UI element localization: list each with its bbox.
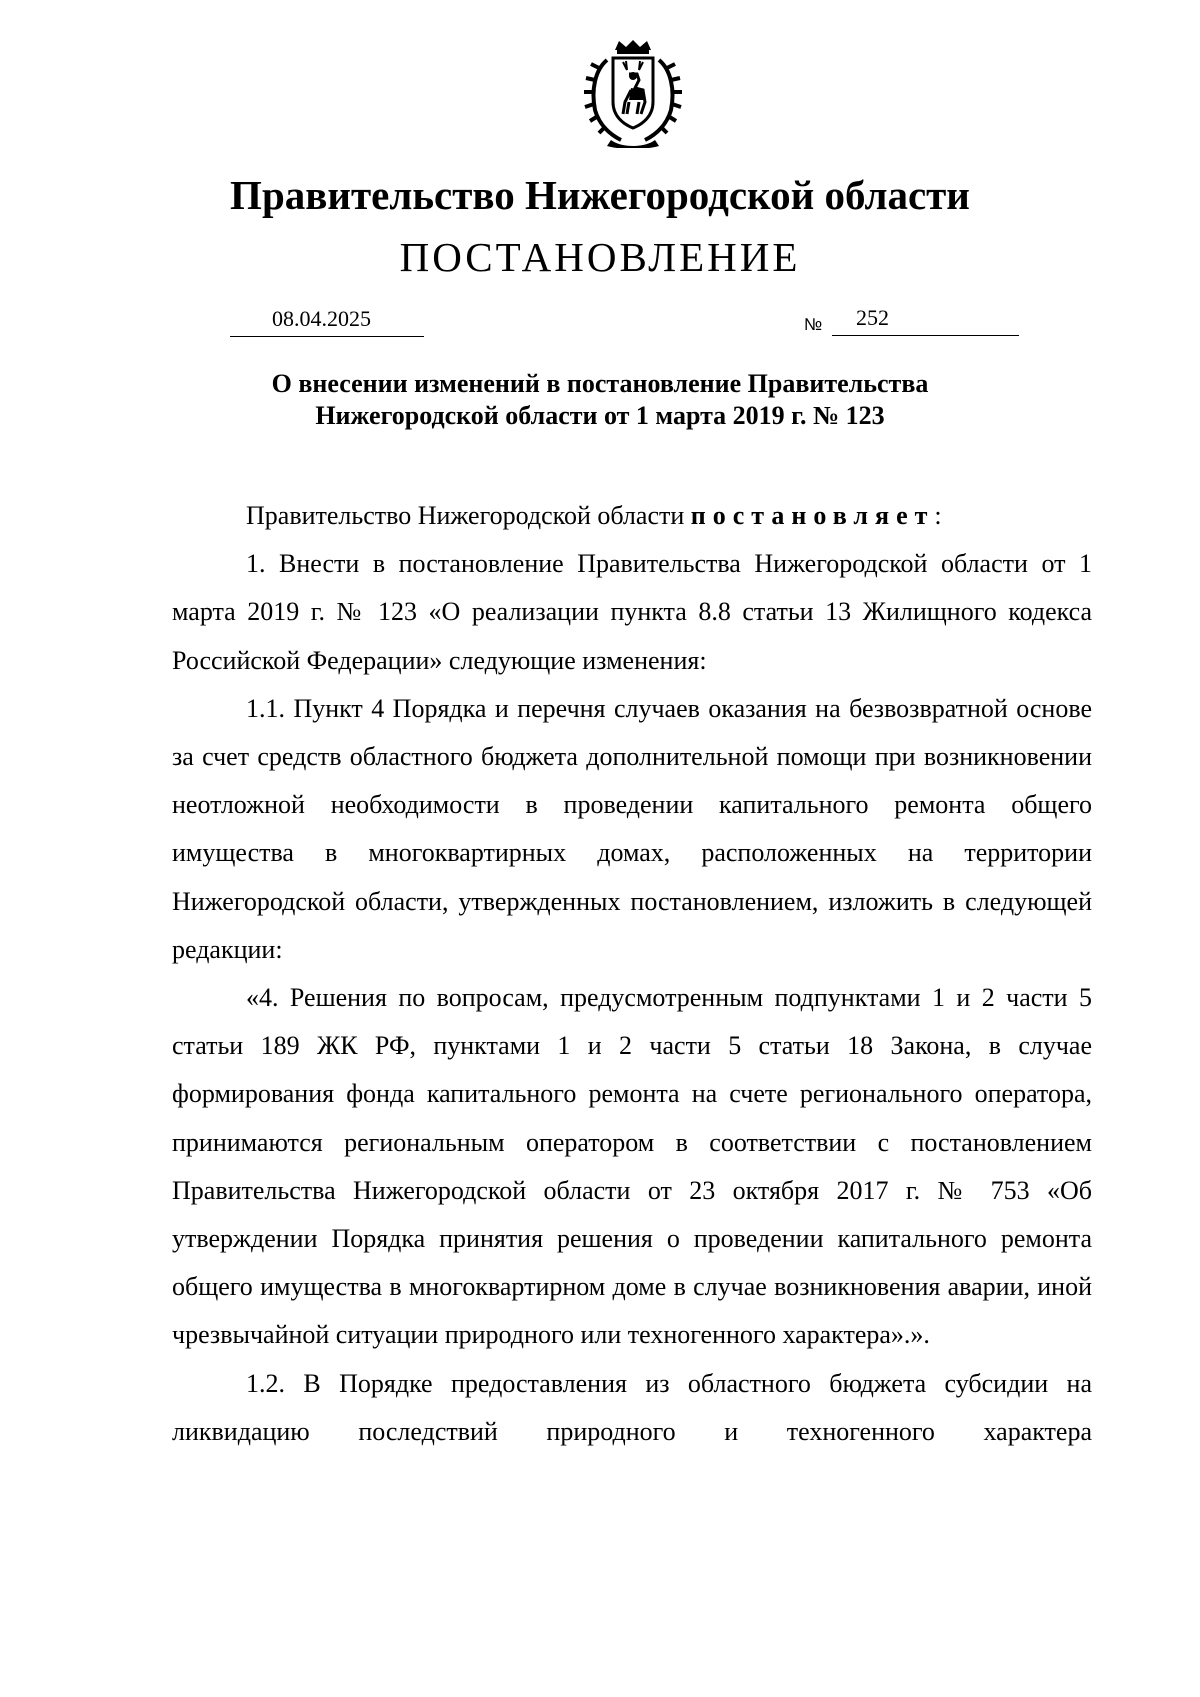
paragraph-1-1: 1.1. Пункт 4 Порядка и перечня случаев оказания на безвозвратной основе за счет средств областного бюджета дополнительной помощи при возникновении неотложной необходимости в проведении капитального ремонта общего имущества в многоквартирных домах, расположенных на территории Нижегородской области, утвержденных постановлением, изложить в следующей редакции:: [172, 693, 1092, 964]
paragraph-1: 1. Внести в постановление Правительства Нижегородской области от 1 марта 2019 г. № 123 «О реализации пункта 8.8 статьи 13 Жилищного кодекса Российской Федерации» следующие изменения:: [172, 549, 1092, 675]
document-date-field: [230, 306, 424, 337]
subject-line-2: Нижегородской области от 1 марта 2019 г. № 123: [315, 401, 885, 430]
document-body: [172, 492, 1092, 1456]
document-date: 08.04.2025: [272, 306, 371, 331]
paragraph-quote: «4. Решения по вопросам, предусмотренным подпунктами 1 и 2 части 5 статьи 189 ЖК РФ, пунктами 1 и 2 части 5 статьи 18 Закона, в случае формирования фонда капитального ремонта на счете регионального оператора, принимаются региональным оператором в соответствии с постановлением Правительства Нижегородской области от 23 октября 2017 г. № 753 «Об утверждении Порядка принятия решения о проведении капитального ремонта общего имущества в многоквартирном доме в случае возникновения аварии, иной чрезвычайной ситуации природного или техногенного характера».».: [172, 983, 1092, 1350]
preamble-end: :: [934, 501, 942, 530]
preamble-start: Правительство Нижегородской области: [246, 501, 691, 530]
preamble-verb: постановляет: [690, 501, 935, 530]
document-number: 252: [856, 305, 889, 330]
subject-line-1: О внесении изменений в постановление Правительства: [271, 369, 929, 398]
document-type: ПОСТАНОВЛЕНИЕ: [399, 234, 801, 280]
government-name: Правительство Нижегородской области: [230, 172, 970, 218]
paragraph-1-2: 1.2. В Порядке предоставления из областного бюджета субсидии на ликвидацию последствий природного и техногенного характера: [172, 1368, 1092, 1446]
number-label: №: [804, 315, 823, 334]
preamble: [172, 492, 1092, 540]
coat-of-arms-icon: [581, 40, 685, 148]
document-subject: [0, 368, 1200, 432]
document-number-field: [832, 305, 1019, 336]
